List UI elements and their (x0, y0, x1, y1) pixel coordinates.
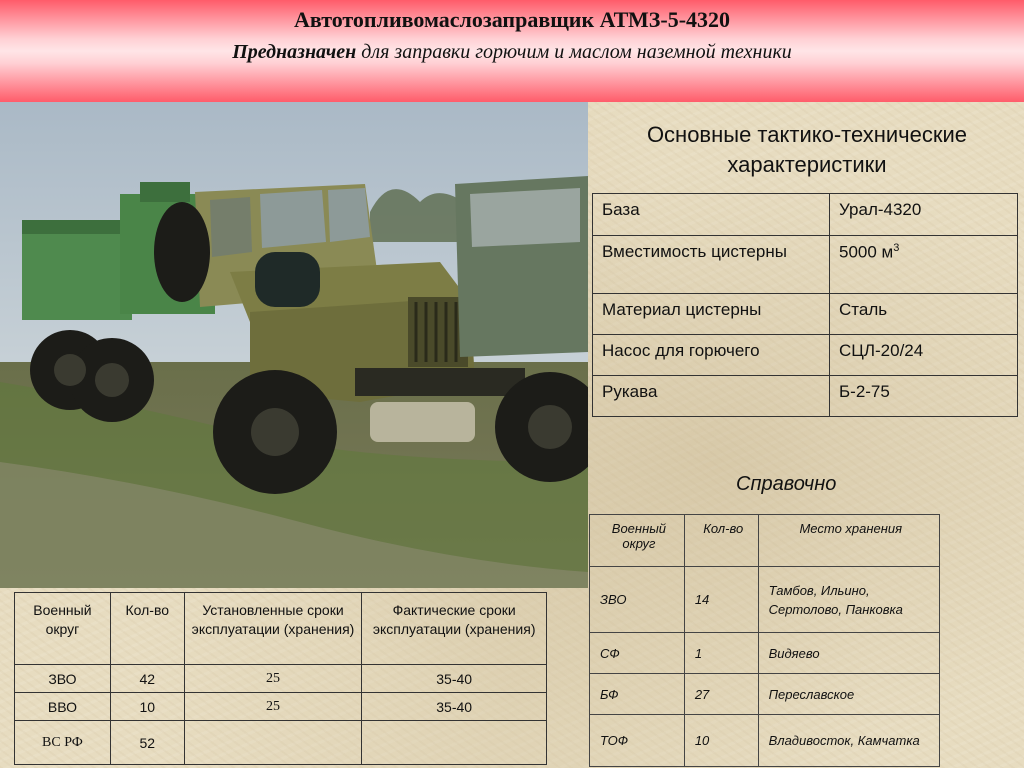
table-cell: 35-40 (362, 665, 547, 693)
table-row (593, 335, 1018, 376)
spec-value-text: 5000 м (839, 242, 894, 262)
table-row (590, 633, 940, 674)
table-cell: ТОФ (590, 715, 685, 767)
table-cell: 10 (110, 693, 184, 721)
table-cell: 35-40 (362, 693, 547, 721)
table-cell: СФ (590, 633, 685, 674)
spec-label: Рукава (593, 376, 830, 417)
table-cell: Переславское (758, 674, 939, 715)
table-cell: 25 (184, 693, 362, 721)
spec-value: СЦЛ-20/24 (830, 335, 1018, 376)
table-row (590, 715, 940, 767)
table-row (593, 294, 1018, 335)
reference-title: Справочно (736, 473, 837, 495)
table-cell: ЗВО (590, 567, 685, 633)
table-cell: ВС РФ (15, 721, 111, 765)
table-header-row (590, 515, 940, 567)
spec-value-unit-superscript: 3 (893, 242, 900, 254)
table-cell: ЗВО (15, 665, 111, 693)
column-header-set-terms: Установленные сроки эксплуатации (хранения) (184, 593, 362, 665)
table-row (590, 674, 940, 715)
table-cell: 25 (184, 665, 362, 693)
table-row (590, 567, 940, 633)
table-row (15, 693, 547, 721)
table-cell: 1 (684, 633, 758, 674)
spec-value: Урал-4320 (830, 194, 1018, 236)
spec-label: Насос для горючего (593, 335, 830, 376)
specs-table (592, 193, 1018, 417)
spec-value (830, 236, 1018, 294)
column-header-count: Кол-во (684, 515, 758, 567)
spec-value: Б-2-75 (830, 376, 1018, 417)
title-banner (0, 0, 1024, 102)
table-cell: Владивосток, Камчатка (758, 715, 939, 767)
subtitle-text: для заправки горючим и маслом наземной техники (356, 41, 792, 63)
spec-value: Сталь (830, 294, 1018, 335)
specs-title: Основные тактико-технические характеристики (646, 122, 968, 177)
table-cell: 14 (684, 567, 758, 633)
table-row (15, 665, 547, 693)
spec-label: Вместимость цистерны (593, 236, 830, 294)
table-row (593, 376, 1018, 417)
table-cell: Видяево (758, 633, 939, 674)
table-cell: БФ (590, 674, 685, 715)
districts-table (14, 592, 547, 765)
table-cell: 52 (110, 721, 184, 765)
column-header-storage: Место хранения (758, 515, 939, 567)
column-header-district: Военный округ (15, 593, 111, 665)
table-row (593, 236, 1018, 294)
table-row (593, 194, 1018, 236)
table-cell: Тамбов, Ильино, Сертолово, Панковка (758, 567, 939, 633)
spec-label: База (593, 194, 830, 236)
table-cell (362, 721, 547, 765)
column-header-count: Кол-во (110, 593, 184, 665)
page-title: Автотопливомаслозаправщик АТМЗ-5-4320 (293, 7, 731, 32)
column-header-actual-terms: Фактические сроки эксплуатации (хранения) (362, 593, 547, 665)
truck-photo (0, 102, 588, 588)
column-header-district: Военный округ (590, 515, 685, 567)
table-header-row (15, 593, 547, 665)
table-cell: 27 (684, 674, 758, 715)
table-cell: 10 (684, 715, 758, 767)
table-cell: ВВО (15, 693, 111, 721)
spec-label: Материал цистерны (593, 294, 830, 335)
reference-table (589, 514, 940, 767)
page-subtitle (0, 41, 1024, 64)
table-cell (184, 721, 362, 765)
table-row (15, 721, 547, 765)
table-cell: 42 (110, 665, 184, 693)
subtitle-emphasis: Предназначен (232, 41, 357, 63)
